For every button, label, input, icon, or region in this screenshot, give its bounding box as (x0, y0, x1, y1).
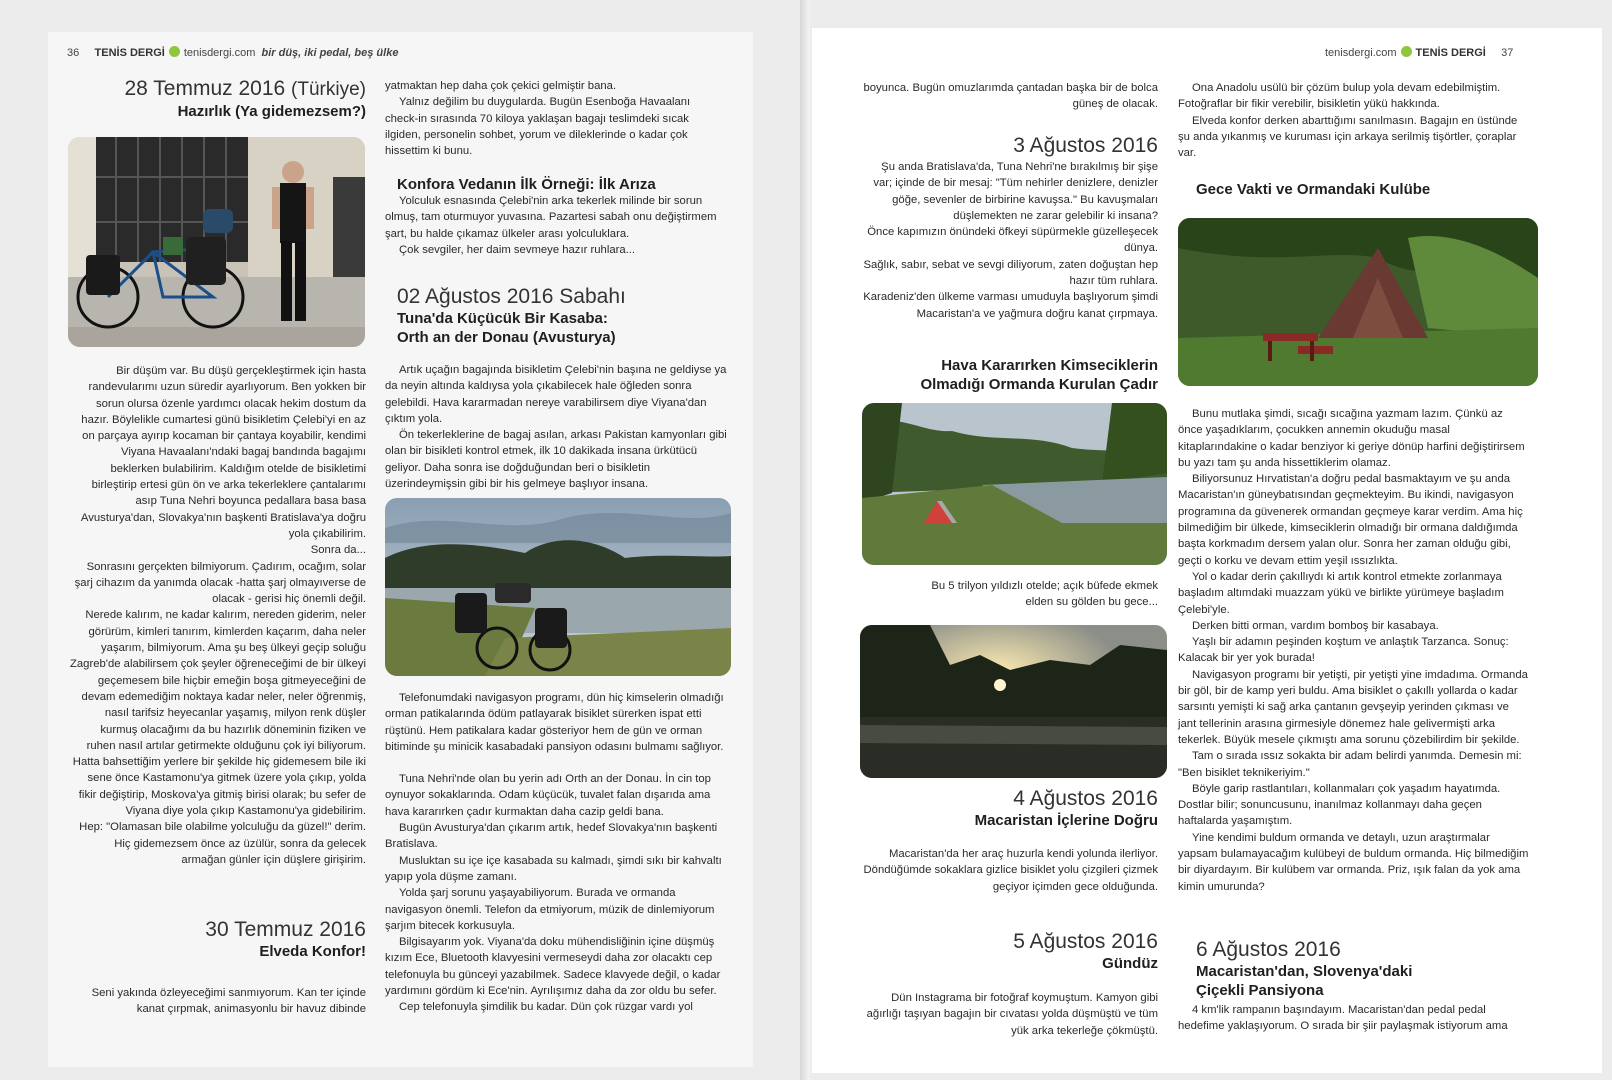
section-02-agustos-heading (397, 285, 727, 347)
paragraph: Yaşlı bir adamın peşinden koştum ve anlaştık Tarzanca. Sonuç: Kalacak bir yer yok burada! (1178, 636, 1509, 665)
right-col2-top (1178, 80, 1530, 161)
left-col2-bottom (385, 690, 728, 1016)
page-number: 36 (67, 47, 80, 59)
paragraph: Ön tekerleklerine de bagaj asılan, arkası Pakistan kamyonları gibi olan bir bisikleti kontrol etmek, ilk 10 dakikada insana ürkütücü geliyor. Daha sonra ise doğduğundan beri o bisikletin üzerindeymişsin gibi bir his gelmeye başlıyor insana. (385, 429, 727, 491)
left-col2-mid (385, 193, 728, 258)
paragraph: Cep telefonuyla şimdilik bu kadar. Dün çok rüzgar vardı yol (399, 1001, 693, 1014)
paragraph: Tuna Nehri'nde olan bu yerin adı Orth an der Donau. İn cin top oynuyor sokaklarında. Odam küçücük, tuvalet falan dışarıda ama hava kararırken çadır kurmaktan daha cazip geldi bana. (385, 773, 711, 818)
page-gutter (800, 0, 810, 1080)
section-heading-line2: Olmadığı Ormanda Kurulan Çadır (920, 376, 1158, 393)
site-url: tenisdergi.com (183, 47, 256, 59)
section-date: 3 Ağustos 2016 (1013, 134, 1158, 157)
photo-caption (860, 578, 1158, 611)
paragraph: Sağlık, sabır, sebat ve sevgi diliyorum, zaten doğuştan hep hazır tüm ruhlara. (863, 258, 1158, 288)
right-col2-s6 (1178, 1002, 1530, 1035)
paragraph: Bugün Avusturya'dan çıkarım artık, hedef Slovakya'nın başkenti Bratislava. (385, 822, 718, 851)
section-subtitle: Elveda Konfor! (259, 943, 366, 960)
green-dot-icon (169, 46, 180, 57)
section-heading-line1: Hava Kararırken Kimseciklerin (941, 357, 1158, 374)
section-date: 02 Ağustos 2016 Sabahı (397, 285, 626, 308)
paragraph: Çok sevgiler, her daim sevmeye hazır ruhlara... (399, 243, 636, 256)
section-date: 30 Temmuz 2016 (205, 918, 366, 941)
caption-line: Bu 5 trilyon yıldızlı otelde; açık büfede ekmek (931, 580, 1158, 592)
section-konfora-heading (397, 175, 727, 194)
left-col1-bottom (70, 985, 366, 1018)
section-date: 4 Ağustos 2016 (1013, 787, 1158, 810)
section-date: 5 Ağustos 2016 (1013, 930, 1158, 953)
site-url: tenisdergi.com (1325, 47, 1397, 59)
right-folio (1325, 46, 1513, 59)
section-subtitle-line2: Çiçekli Pansiyona (1196, 982, 1324, 999)
section-3-agustos-heading (860, 134, 1158, 158)
paragraph: Ona Anadolu usülü bir çözüm bulup yola devam edebilmiştim. Fotoğraflar bir fikir verebilir, bisikletin yükü hakkında. (1178, 82, 1501, 111)
paragraph: Seni yakında özleyeceğimi sanmıyorum. Kan ter içinde kanat çırpmak, animasyonlu bir havuz dibinde (91, 987, 366, 1016)
right-col2-s5 (1178, 406, 1530, 895)
paragraph: Yine kendimi buldum ormanda ve detaylı, uzun araştırmalar yapsam bulamayacağım kulübeyi de buldum ormanda. Hiç bilmediğim bir diyardayım. Bir kulübem var ormanda. Priz, ışık falan da yok ama kimin umurunda? (1178, 831, 1529, 893)
section-subtitle: Macaristan İçlerine Doğru (974, 812, 1158, 829)
right-col1-s3 (860, 846, 1158, 895)
section-place: (Türkiye) (291, 79, 366, 100)
paragraph: Hep: "Olamasan bile olabilme yolculuğu da güzel!" derim. Hiç gidemezsem önce az üzülür, sonra da gelecek armağan günler için düşlere girişirim. (79, 821, 366, 866)
paragraph: Artık uçağın bagajında bisikletim Çelebi'nin başına ne geldiyse ya da neyin altında kaldıysa yola çıkabilecek hale öğleden sonra gelebildi. Hava kararmadan nereye varabilirsem diye Viyana'dan çıktım yola. (385, 364, 727, 425)
paragraph: boyunca. Bugün omuzlarımda çantadan başka bir de bolca güneş de olacak. (863, 82, 1158, 111)
section-subtitle: Gündüz (1102, 955, 1158, 972)
paragraph: Bilgisayarım yok. Viyana'da doku mühendisliğinin içine düşmüş kızım Ece, Bluetooth klavyesini vermeseydi daha zor olacaktı cep telefonuyla bu günceyi yazabilmek. Sadece klavyede değil, o kadar yardımını gördüm ki Ece'nin. Ayrılışımız daha da zor oldu bu sefer. (385, 936, 721, 998)
paragraph: yatmaktan hep daha çok çekici gelmiştir bana. (385, 80, 617, 92)
section-cadir-heading (860, 356, 1158, 394)
section-date: 28 Temmuz 2016 (124, 77, 286, 100)
green-dot-icon (1401, 46, 1412, 57)
spacer (385, 755, 728, 771)
paragraph: Önce kapımızın önündeki öfkeyi süpürmekle güzelleşecek dünya. (867, 226, 1158, 255)
section-subtitle: Hazırlık (Ya gidemezsem?) (177, 103, 366, 120)
paragraph: Biliyorsunuz Hırvatistan'a doğru pedal basmaktayım ve şu anda Macaristan'ın güneybatısından geçmekteyim. Bu ikindi, navigasyon programına da güvenerek ormandan geçmeye karar verdim. Ama hiç bilmediğim bir ülkede, kimseciklerin olmadığı bir ormana daldığımda başta korkmadım dersem yalan olur. Sonra her zaman olduğu gibi, geçti o korku ve devam ettim yeşil ıssızlıkta. (1178, 473, 1523, 567)
paragraph: Yol o kadar derin çakıllıydı ki artık kontrol etmekte zorlanmaya başladım altımdaki muazzam yükü ve birlikte yürümeye başladım Çelebi'yle. (1178, 570, 1504, 616)
section-30-temmuz-heading (70, 918, 366, 961)
section-heading: Gece Vakti ve Ormandaki Kulübe (1196, 181, 1431, 198)
left-col2-after (385, 362, 728, 492)
paragraph: Derken bitti orman, vardım bomboş bir kasabaya. (1192, 619, 1439, 632)
paragraph: Karadeniz'den ülkeme varması umuduyla başlıyorum şimdi Macaristan'a ve yağmura doğru kanat çırpmaya. (863, 291, 1158, 320)
right-col1-s4 (860, 990, 1158, 1039)
photo-tent-by-lake (862, 403, 1167, 565)
paragraph: Macaristan'da her araç huzurla kendi yolunda ilerliyor. (888, 848, 1158, 860)
left-folio (67, 46, 398, 59)
section-subtitle-line1: Tuna'da Küçücük Bir Kasaba: (397, 310, 608, 327)
paragraph: Bunu mutlaka şimdi, sıcağı sıcağına yazmam lazım. Çünkü az önce yaşadıklarım, çocukken annemin okuduğu masal kitaplarındakine o kadar benziyor ki geriye dönüp harfini değiştirirsem bu yazı tam şu anda hissettiklerim olamaz. (1178, 408, 1525, 469)
section-4-agustos-heading (860, 787, 1158, 830)
paragraph: Hatta bahsettiğim yerlere bir şekilde hiç gidemesem bile iki sene önce Kastamonu'ya gitmek üzere yola çıkıp, yolda fikir değiştirip, Moskova'ya gitmiş birisi olarak; bu sefer de Viyana diye yola çıkıp Kastamonu'ya gidebilirim. (72, 756, 366, 818)
section-subtitle-line1: Macaristan'dan, Slovenya'daki (1196, 963, 1413, 980)
photo-man-with-bicycle (68, 137, 365, 347)
page-number: 37 (1501, 47, 1514, 59)
section-28-temmuz-heading (70, 77, 366, 121)
paragraph: 4 km'lik rampanın başındayım. Macaristan'dan pedal pedal hedefime yaklaşıyorum. O sırada bir şiir paylaşmak istiyorum ama (1178, 1004, 1508, 1033)
section-kulube-heading (1196, 180, 1526, 199)
paragraph: Nerede kalırım, ne kadar kalırım, nereden giderim, neler görürüm, kimleri tanırım, kimlerden kaçarım, daha neler yaşarım, bilmiyorum. Ama şu beş ülkeyi geçip soluğu Zagreb'de alabilirsem çok şeyler öğreneceğimi de bir ülkeyi geçemesem bile hiçbir emeğin boşa gitmeyeceğini de devam edemediğim noktaya kadar neler, neler öğrenmiş, nasıl tarifsiz heyecanlar yaşamış, milyon renk düşler kurmuş olacağımı da bu hazırlık döneminin fiziken ve ruhen nasıl artılar getirmekte olduğunu çok iyi biliyorum. (70, 609, 367, 752)
section-heading: Konfora Vedanın İlk Örneği: İlk Arıza (397, 176, 656, 193)
section-6-agustos-heading (1196, 938, 1536, 1000)
section-5-agustos-heading (860, 930, 1158, 973)
photo-sunset-lake (860, 625, 1167, 778)
paragraph: Sonra da... (310, 544, 366, 557)
paragraph: Navigasyon programı bir yetişti, pir yetişti yine imdadıma. Ormanda bir göl, bir de kamp yeri buldu. Ama bisiklet o çakıllı yollarda o kadar sarsıntı yemişti ki sağ arka çantanın gevşeyip yerinden çıkması ve jant tellerinin arasına girmesiyle dönemez hale gelivermişti arka tekerlek. Büyük mesele çıkmıştı ama sorunu çözebilirdim bir şekilde. (1178, 668, 1528, 746)
paragraph: Musluktan su içe içe kasabada su kalmadı, şimdi sıkı bir kahvaltı yapıp yola düşme zamanı. (385, 854, 722, 883)
magazine-name: TENİS DERGİ (94, 47, 165, 59)
series-title: bir düş, iki pedal, beş ülke (261, 47, 399, 59)
right-col1-s1 (860, 159, 1158, 322)
magazine-name: TENİS DERGİ (1415, 47, 1486, 59)
paragraph: Dün Instagrama bir fotoğraf koymuştum. Kamyon gibi ağırlığı taşıyan bagajın bir cıvatası yolda düşmüştü ve tüm yük arka tekerleğe çökmüştü. (866, 992, 1158, 1037)
paragraph: Yolculuk esnasında Çelebi'nin arka tekerlek milinde bir sorun olmuş, tam oturmuyor yuvasına. Pazartesi sabah onu değiştirmem şart, bu halde çıkamaz ülkeler arası yolculuklara. (385, 195, 717, 240)
paragraph: Döndüğümde sokaklara gizlice bisiklet yolu çizgileri çizmek geçiyor içimden gece olduğunda. (863, 864, 1158, 893)
paragraph: Bir düşüm var. Bu düşü gerçekleştirmek için hasta randevularımı uzun süredir ayarlıyorum. Ben yokken bir sorun olursa özenle yardımcı olacak hekim dostum da hazır. Böylelikle cumartesi günü bisikletim Çelebi'yi en az on parçaya ayırıp kocaman bir çantaya koyabilir, kendimi Viyana Havaalanı'ndaki bagaj bandında bagajımı beklerken bulabilirim. Kaldığım otelde de bisikletimi birleştirip ertesi gün ön ve arka tekerleklere çantalarımı asıp Tuna Nehri boyunca pedallara basa basa Avusturya'dan, Slovakya'nın başkenti Bratislava'ya doğru yola çıkabilirim. (80, 365, 366, 540)
paragraph: Şu anda Bratislava'da, Tuna Nehri'ne bırakılmış bir şişe var; içinde de bir mesaj: "Tüm nehirler denizlere, denizler göğe, sevenler de birbirine kavuşsa." Bu kavuşmaları düşlemekten ne zarar gelebilir ki insana? (873, 161, 1158, 222)
paragraph: Elveda konfor derken abarttığımı sanılmasın. Bagajın en üstünde şu anda yıkanmış ve kuruması için arkaya serilmiş tişörtler, çoraplar var. (1178, 114, 1518, 160)
paragraph: Yalnız değilim bu duygularda. Bugün Esenboğa Havaalanı check-in sırasında 70 kiloya yaklaşan bagajı teslimdeki sıcak ilgiden, personelin sohbet, yorum ve dileklerinde o kadar çok hissettim ki bunu. (385, 96, 691, 158)
left-col2-top (385, 78, 725, 159)
paragraph: Yolda şarj sorunu yaşayabiliyorum. Burada ve ormanda navigasyon önemli. Telefon da etmiyorum, müzik de dinlemiyorum şarjım bitecek korkusuyla. (385, 887, 715, 932)
section-subtitle-line2: Orth an der Donau (Avusturya) (397, 329, 616, 346)
section-date: 6 Ağustos 2016 (1196, 938, 1341, 961)
photo-bicycle-by-river (385, 498, 731, 676)
photo-forest-hut (1178, 218, 1538, 386)
caption-line: elden su gölden bu gece... (1025, 596, 1158, 609)
paragraph: Tam o sırada ıssız sokakta bir adam belirdi yanımda. Demesin mi: "Ben bisiklet teknikeriyim." (1178, 750, 1522, 779)
paragraph: Sonrasını gerçekten bilmiyorum. Çadırım, ocağım, solar şarj cihazım da yanımda olacak -hatta şarj olmayıverse de olacak - gerisi hiç önemli değil. (74, 560, 366, 606)
left-col1-body (70, 363, 366, 868)
paragraph: Böyle garip rastlantıları, kollanmaları çok yaşadım hayatımda. Dostlar bilir; sonuncusunu, inanılmaz kollanmayı daha geçen haftalarda yaşamıştım. (1178, 782, 1501, 828)
right-col1-top (860, 80, 1158, 113)
paragraph: Telefonumdaki navigasyon programı, dün hiç kimselerin olmadığı orman patikalarında ödüm patlayarak bisiklet sürerken ispat etti rüştünü. Hem patikalara kadar gösteriyor hem de gün ve orman bitiminde şu minicik kasabadaki pansiyon odasını bulmamı sağlıyor. (385, 692, 724, 753)
